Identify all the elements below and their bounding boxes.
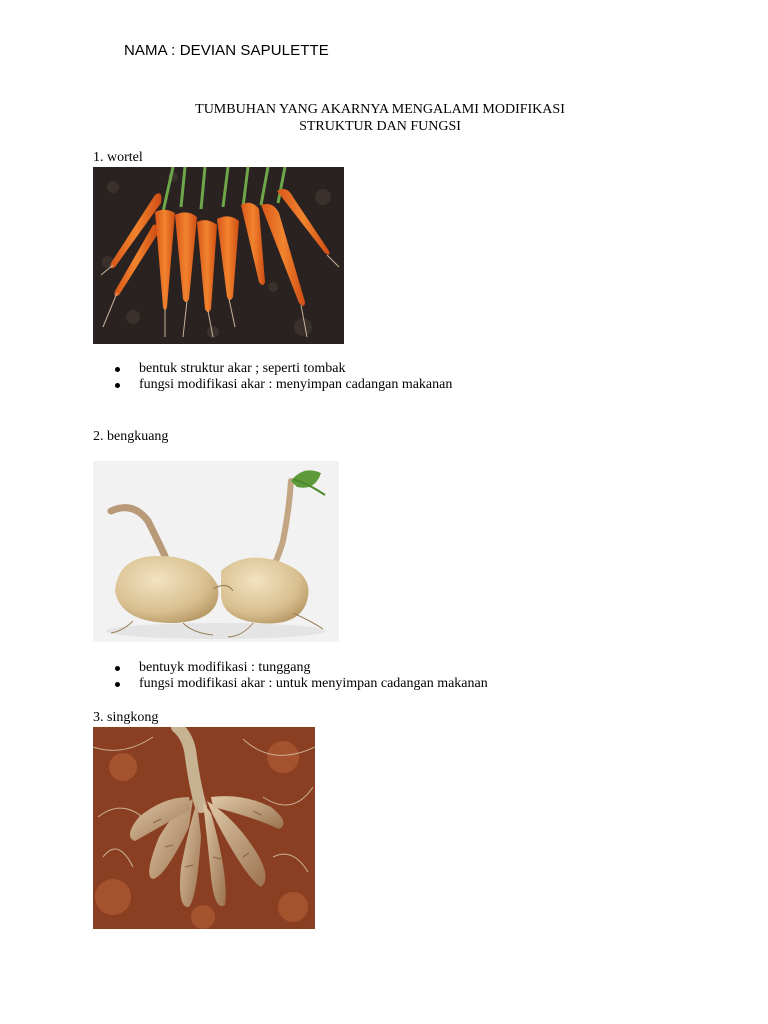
- bullet-item: fungsi modifikasi akar : untuk menyimpan cadangan makanan: [112, 676, 488, 692]
- item-heading-wortel: 1. wortel: [93, 150, 143, 165]
- cassava-photo: [93, 727, 315, 929]
- bullet-item: bentuyk modifikasi : tunggang: [112, 660, 488, 676]
- item-bullets-bengkuang: [112, 660, 488, 692]
- item-heading-bengkuang: 2. bengkuang: [93, 429, 169, 444]
- item-heading-singkong: 3. singkong: [93, 710, 159, 725]
- document-title: TUMBUHAN YANG AKARNYA MENGALAMI MODIFIKASI: [195, 102, 565, 117]
- student-name: NAMA : DEVIAN SAPULETTE: [124, 42, 329, 59]
- bullet-item: fungsi modifikasi akar : menyimpan cadangan makanan: [112, 377, 452, 393]
- jicama-photo: [93, 461, 339, 642]
- document-subtitle: STRUKTUR DAN FUNGSI: [299, 119, 461, 134]
- bullet-item: bentuk struktur akar ; seperti tombak: [112, 361, 452, 377]
- item-bullets-wortel: [112, 361, 452, 393]
- carrot-photo: [93, 167, 344, 344]
